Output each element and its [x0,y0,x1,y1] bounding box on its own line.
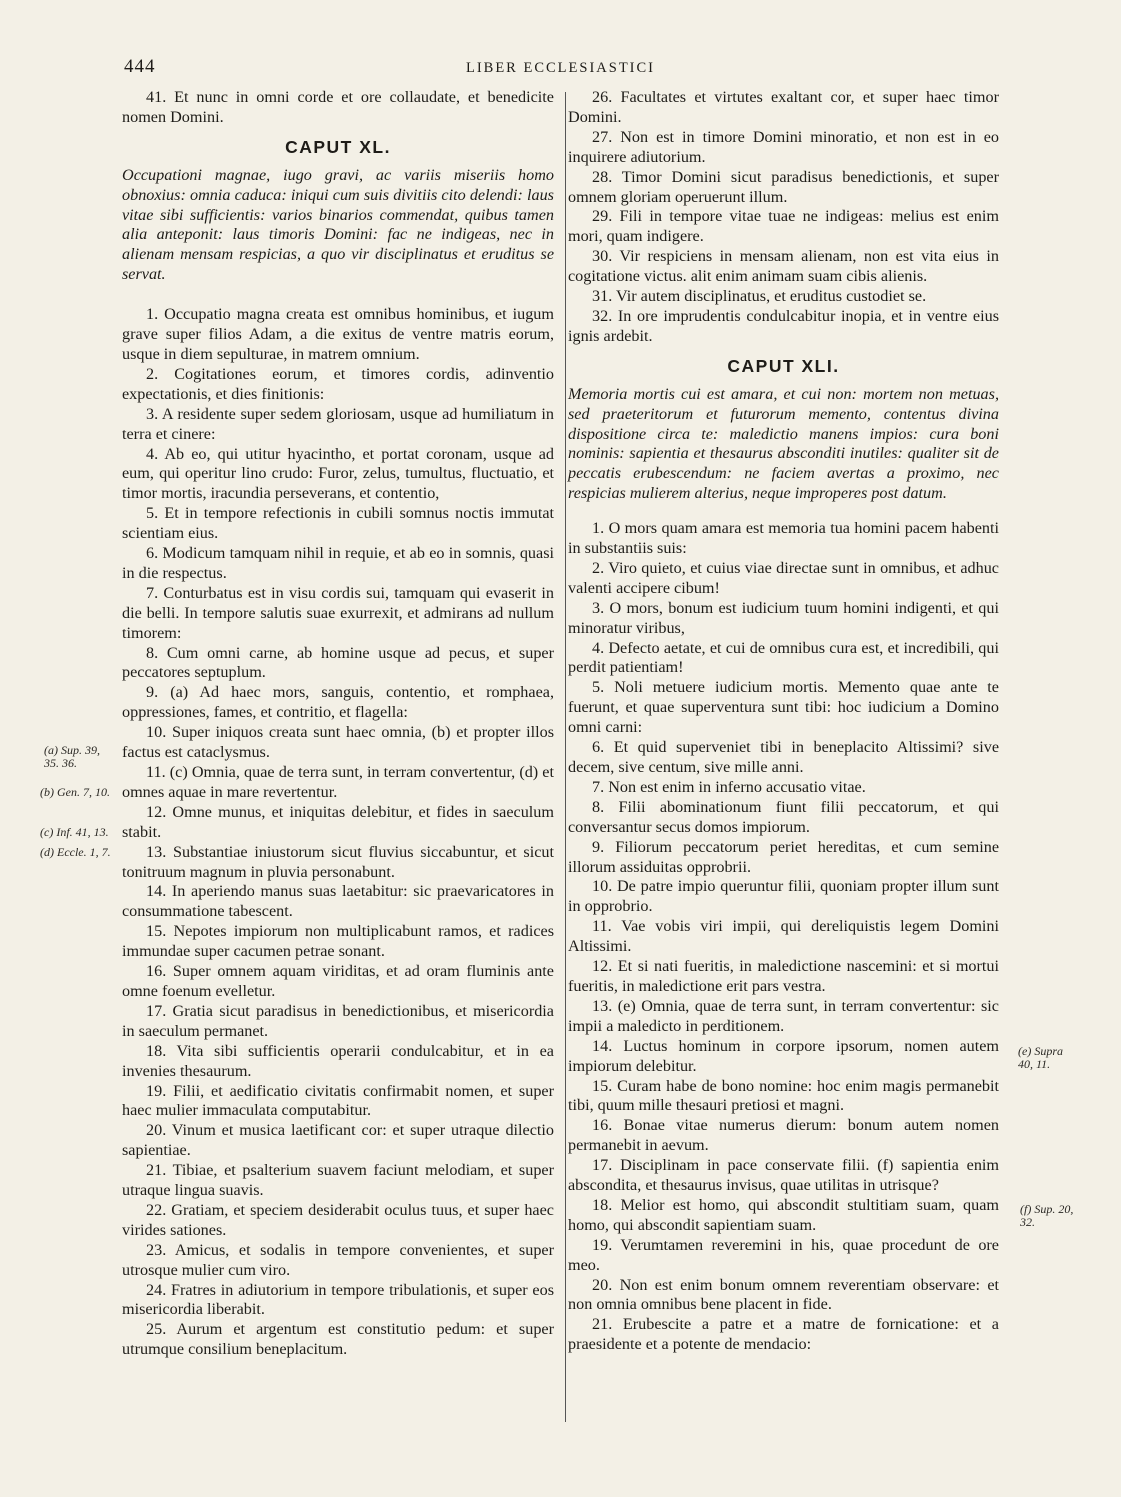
verse: 21. Tibiae, et psalterium suavem faciunt melodiam, et super utraque lingua suavis. [122,1161,554,1200]
verse: 15. Curam habe de bono nomine: hoc enim magis permanebit tibi, quum mille thesauri pretiosi et magni. [568,1076,999,1115]
verse: 23. Amicus, et sodalis in tempore convenientes, et super utrosque mulier cum viro. [122,1240,554,1279]
verse: 2. Cogitationes eorum, et timores cordis, adinventio expectationis, et dies finitionis: [122,364,554,403]
verse: 1. Occupatio magna creata est omnibus hominibus, et iugum grave super filios Adam, a die exitus de ventre matris eorum, usque in diem sepulturae, in matrem omnium. [122,305,554,363]
verse: 11. Vae vobis viri impii, qui dereliquistis legem Domini Altissimi. [568,917,999,956]
verse: 20. Vinum et musica laetificant cor: et super utraque dilectio sapientiae. [122,1121,554,1160]
margin-note [1018,1045,1063,1071]
verse: 19. Verumtamen reveremini in his, quae procedunt de ore meo. [568,1235,999,1274]
left-column [122,88,554,1360]
verse: 4. Ab eo, qui utitur hyacintho, et portat coronam, usque ad eum, qui operitur lino crudo: Furor, zelus, tumultus, fluctuatio, et timor mortis, iracundia perseverans, et contentio, [122,444,554,503]
verse: 3. A residente super sedem gloriosam, usque ad humiliatum in terra et cinere: [122,404,554,443]
verse: 25. Aurum et argentum est constitutio pedum: et super utrumque consilium beneplacitum. [122,1320,554,1359]
margin-note [44,744,100,770]
verse: 31. Vir autem disciplinatus, et eruditus custodiet se. [592,287,927,306]
verse: 30. Vir respiciens in mensam alienam, non est vita eius in cogitatione victus. alit enim animam suam cibis alienis. [568,247,999,286]
margin-note [1020,1203,1073,1229]
verse: 32. In ore imprudentis condulcabitur inopia, et in ventre eius ignis ardebit. [568,306,999,345]
verse: 9. Filiorum peccatorum periet hereditas, et cum semine illorum assiduitas opprobrii. [568,837,999,876]
column-divider [565,92,566,1422]
verse: 13. (e) Omnia, quae de terra sunt, in terram convertentur: sic impii a maledicto in perditionem. [568,996,999,1035]
verse: 7. Conturbatus est in visu cordis sui, tamquam qui evaserit in die belli. In tempore salutis suae exurrexit, et admirans ad nullum timorem: [122,583,554,642]
verse: 17. Gratia sicut paradisus in benedictionibus, et misericordia in saeculum permanet. [122,1001,554,1040]
verse: 18. Vita sibi sufficientis operarii condulcabitur, et in ea invenies thesaurum. [122,1041,554,1080]
verse: 20. Non est enim bonum omnem reverentiam observare: et non omnia omnibus bene placent in fide. [568,1275,999,1314]
verse: 21. Erubescite a patre et a matre de fornicatione: et a praesidente et a potente de mendacio: [568,1315,999,1354]
verse: 10. De patre impio queruntur filii, quoniam propter illum sunt in opprobrio. [568,877,999,916]
verse: 24. Fratres in adiutorium in tempore tribulationis, et super eos misericordia liberabit. [122,1280,554,1319]
verse: 19. Filii, et aedificatio civitatis confirmabit nomen, et super haec mulier immaculata computabitur. [122,1081,554,1120]
verse: 28. Timor Domini sicut paradisus benedictionis, et super omnem gloriam operuerunt illum. [568,167,999,206]
verse: 12. Et si nati fueritis, in maledictione nascemini: et si mortui fueritis, in maledictione erit pars vestra. [568,957,999,995]
margin-note-line: (c) Inf. 41, 13. [40,825,109,839]
page-number: 444 [124,56,156,77]
margin-note [40,826,109,839]
margin-note-line: (a) Sup. 39, [44,743,100,757]
verse: 27. Non est in timore Domini minoratio, et non est in eo inquirere adiutorium. [568,127,999,166]
verse: 4. Defecto aetate, et cui de omnibus cura est, et incredibili, qui perdit patientiam! [568,638,999,677]
verse: 12. Omne munus, et iniquitas delebitur, et fides in saeculum stabit. [122,802,554,841]
verse: 26. Facultates et virtutes exaltant cor, et super haec timor Domini. [568,88,999,126]
verse: 9. (a) Ad haec mors, sanguis, contentio, et romphaea, oppressiones, fames, et contritio, et flagella: [122,683,554,722]
chapter-title: CAPUT XL. [285,136,391,157]
verse: 6. Et quid superveniet tibi in beneplacito Altissimi? sive decem, sive centum, sive mille anni. [568,738,999,776]
verse: 13. Substantiae iniustorum sicut fluvius siccabuntur, et sicut tonitruum magnum in pluvia personabunt. [122,842,554,881]
verse: 7. Non est enim in inferno accusatio vitae. [592,777,866,796]
chapter-summary: Memoria mortis cui est amara, et cui non: mortem non metuas, sed praeteritorum et futurorum memento, contentus divina dispositione circa te: maledictio manens impios: cura boni nominis: sapientia et thesaurus absconditi inutiles: qualiter sit de peccatis erubescendum: ne faciem avertas a proximo, nec respicias mulierem alterius, neque improperes post datum. [568,384,999,503]
margin-note-line: (f) Sup. 20, [1020,1202,1074,1216]
verse: 6. Modicum tamquam nihil in requie, et ab eo in somnis, quasi in die respectus. [122,544,554,582]
verse: 17. Disciplinam in pace conservate filii. (f) sapientia enim abscondita, et thesaurus invisus, quae utilitas in utrisque? [568,1156,999,1195]
margin-note-line: 40, 11. [1018,1057,1051,1071]
margin-note-line: (e) Supra [1018,1044,1063,1058]
verse: 14. In aperiendo manus suas laetabitur: sic praevaricatores in consummatione tabescent. [122,882,554,921]
chapter-summary: Occupationi magnae, iugo gravi, ac variis miseriis homo obnoxius: omnia caduca: iniqui cum suis divitiis cito delendi: laus vitae sibi sufficientis: varios binarios commendat, quibus tamen alia anteponit: laus timoris Domini: fac ne indigeas, nec in alienam mensam respicias, a quo vir disciplinatus et eruditus se servat. [122,165,554,284]
verse: 16. Super omnem aquam viriditas, et ad oram fluminis ante omne foenum evelletur. [122,962,554,1000]
right-column [568,88,999,1355]
margin-note [40,846,111,859]
verse: 11. (c) Omnia, quae de terra sunt, in terram convertentur, (d) et omnes aquae in mare revertentur. [122,763,554,801]
verse: 1. O mors quam amara est memoria tua homini pacem habenti in substantiis suis: [568,519,999,558]
chapter-title: CAPUT XLI. [727,355,840,376]
verse: 8. Cum omni carne, ab homine usque ad pecus, et super peccatores septuplum. [122,643,554,682]
verse: 5. Et in tempore refectionis in cubili somnus noctis immutat scientiam eius. [122,504,554,543]
verse: 22. Gratiam, et speciem desiderabit oculus tuus, et super haec virides sationes. [122,1200,554,1239]
margin-note-line: (d) Eccle. 1, 7. [40,845,111,859]
verse: 14. Luctus hominum in corpore ipsorum, nomen autem impiorum delebitur. [568,1036,999,1075]
verse: 5. Noli metuere iudicium mortis. Memento quae ante te fuerunt, et quae superventura sunt tibi: hoc iudicium a Domino omni carni: [568,678,999,737]
verse: 16. Bonae vitae numerus dierum: bonum autem nomen permanebit in aevum. [568,1116,999,1155]
verse: 41. Et nunc in omni corde et ore collaudate, et benedicite nomen Domini. [122,88,554,126]
verse: 29. Fili in tempore vitae tuae ne indigeas: melius est enim mori, quam indigere. [568,207,999,246]
verse: 3. O mors, bonum est iudicium tuum homini indigenti, et qui minoratur viribus, [568,598,999,637]
margin-note [40,786,110,799]
margin-note-line: 35. 36. [44,756,77,770]
verse: 2. Viro quieto, et cuius viae directae sunt in omnibus, et adhuc valenti accipere cibum! [568,558,999,597]
verse: 15. Nepotes impiorum non multiplicabunt ramos, et radices immundae super cacumen petrae sonant. [122,922,554,961]
verse: 10. Super iniquos creata sunt haec omnia, (b) et propter illos factus est cataclysmus. [122,723,554,762]
verse: 8. Filii abominationum fiunt filii peccatorum, et qui conversantur secus domos impiorum. [568,797,999,836]
margin-note-line: 32. [1020,1215,1035,1229]
verse: 18. Melior est homo, qui abscondit stultitiam suam, quam homo, qui abscondit sapientiam suam. [568,1195,999,1234]
running-title: LIBER ECCLESIASTICI [465,60,656,76]
margin-note-line: (b) Gen. 7, 10. [40,785,110,799]
